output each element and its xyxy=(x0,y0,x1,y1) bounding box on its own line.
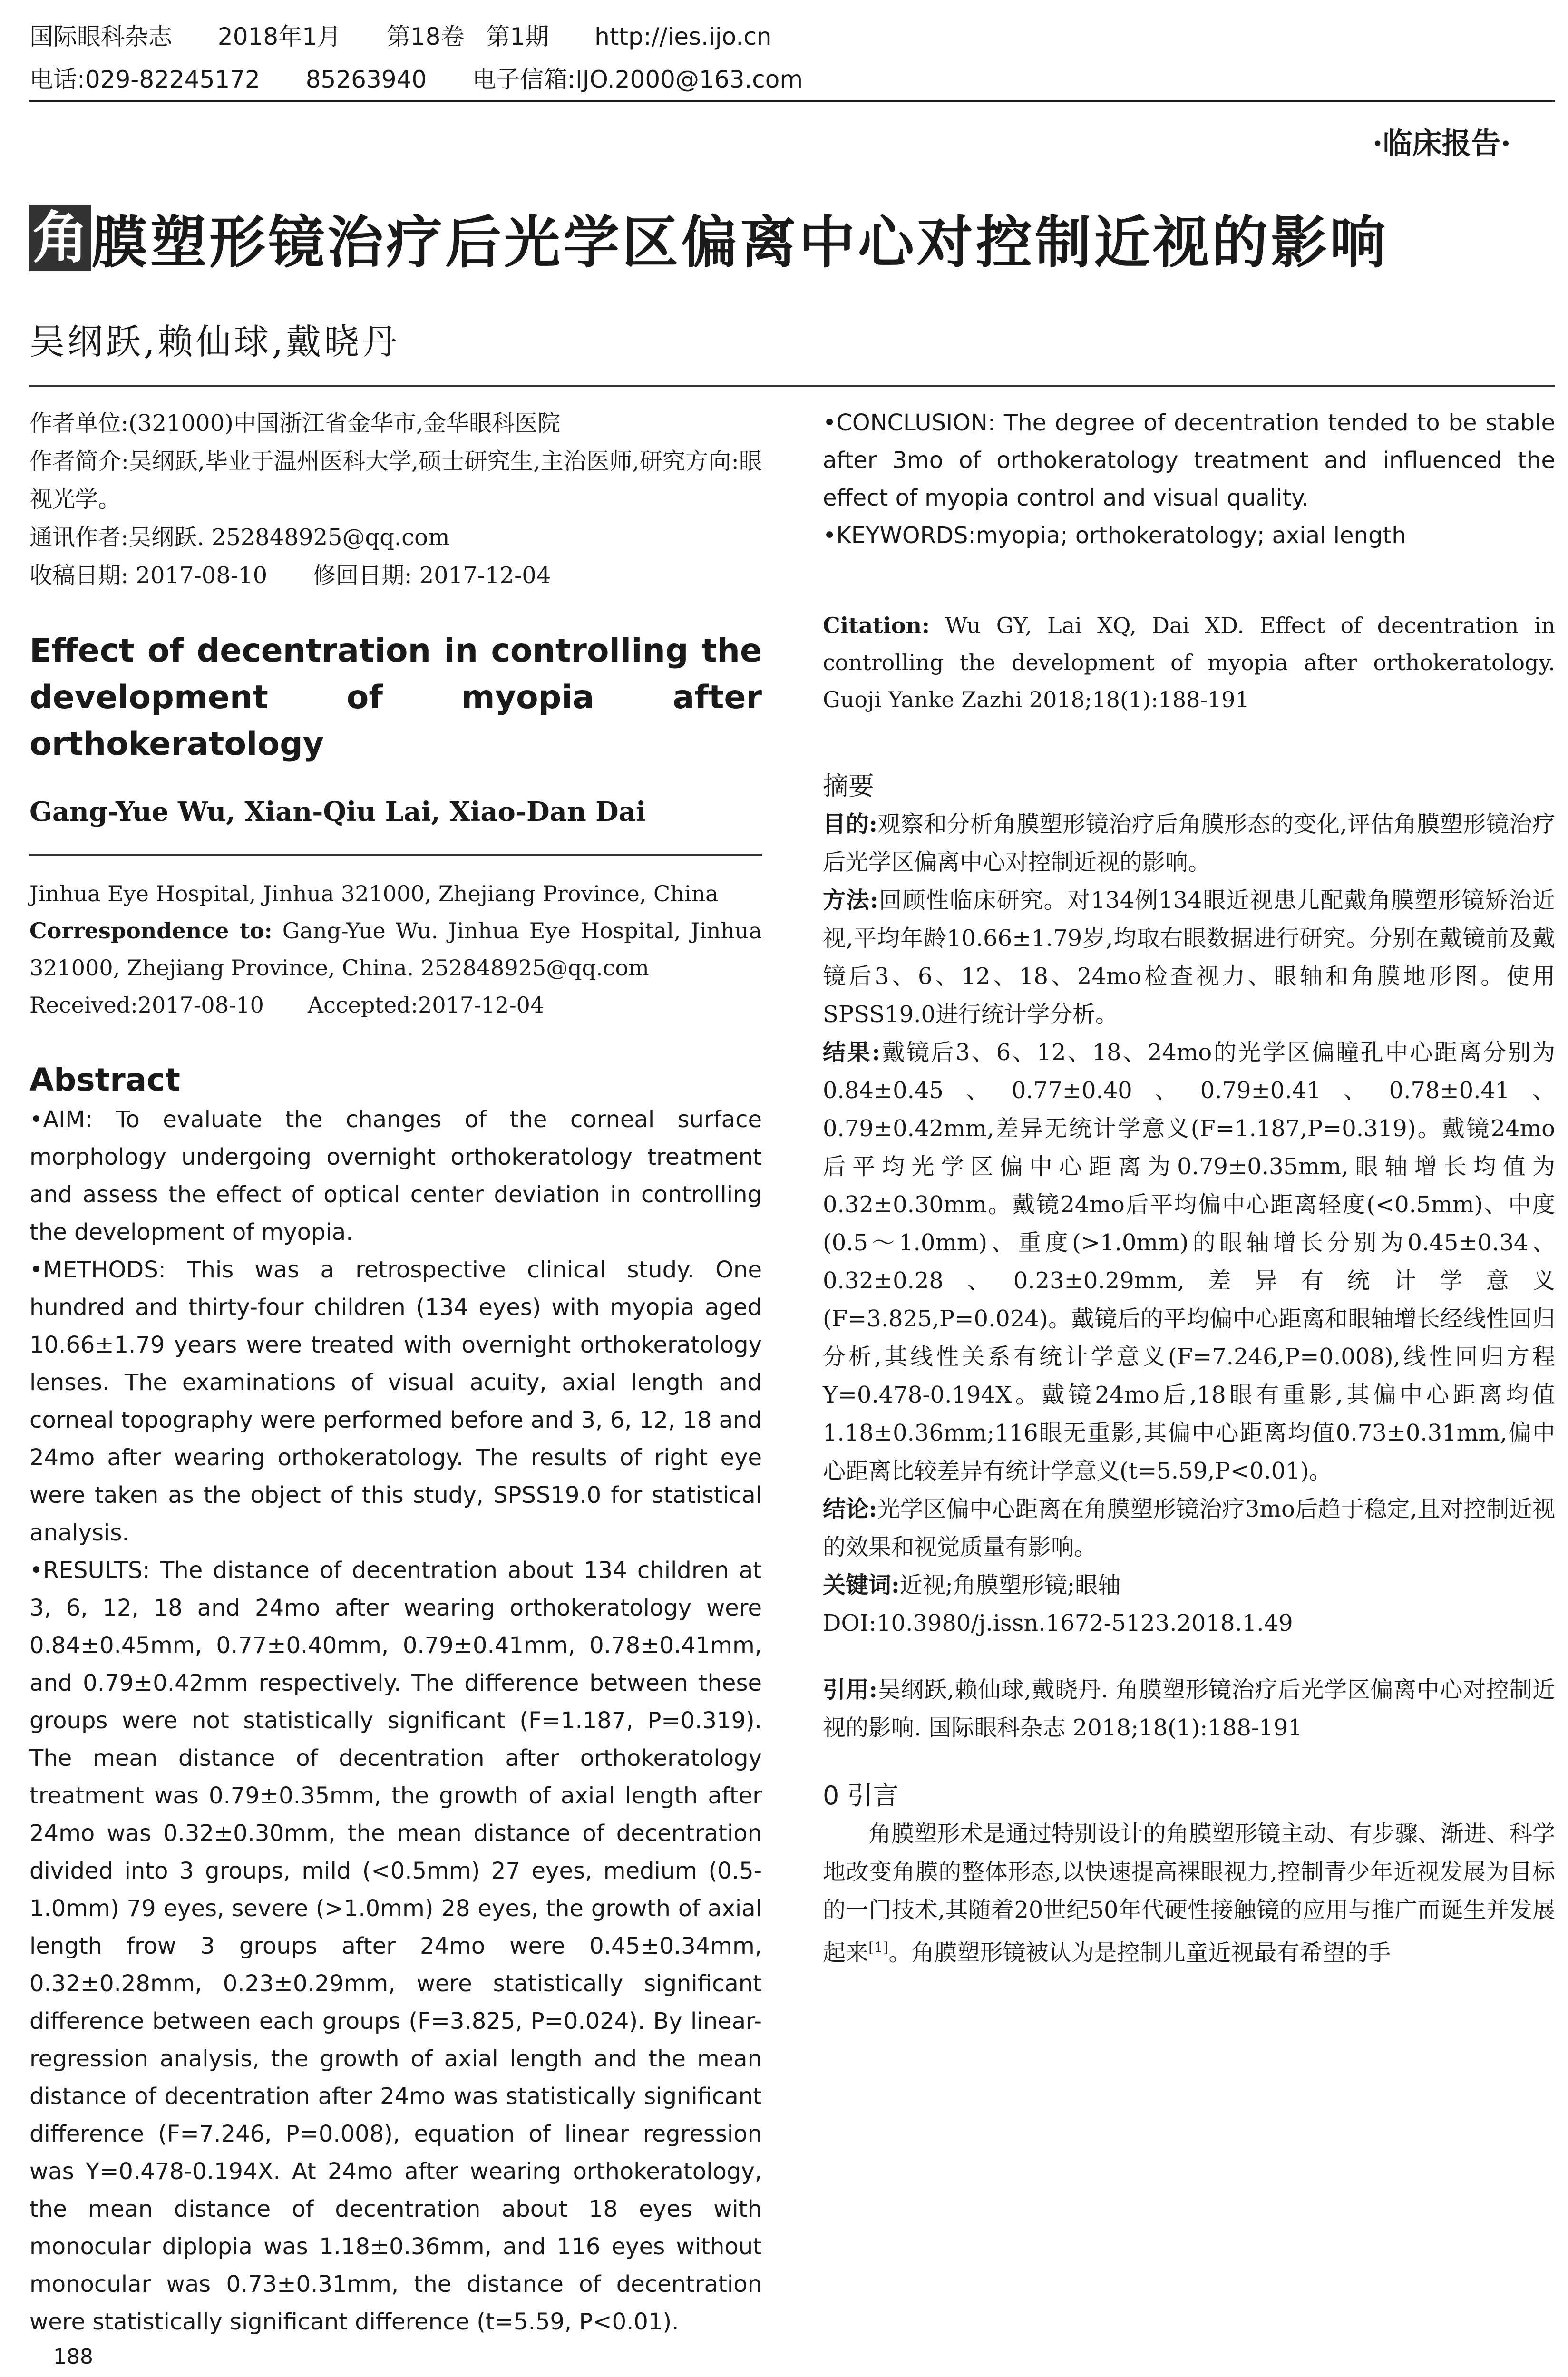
zh-abstract-heading: 摘要 xyxy=(823,771,874,801)
author-bio: 作者简介:吴纲跃,毕业于温州医科大学,硕士研究生,主治医师,研究方向:眼视光学。 xyxy=(29,448,762,513)
zh-methods xyxy=(823,881,1555,1033)
zh-aim-label: 目的: xyxy=(823,811,877,838)
intro-text: 角膜塑形术是通过特别设计的角膜塑形镜主动、有步骤、渐进、科学地改变角膜的整体形态,以快速提高裸眼视力,控制青少年近视发展为目标的一门技术,其随着20世纪50年代硬性接触镜的应用与推广而诞生并发展起来 xyxy=(823,1821,1555,1966)
zh-cite-label: 引用: xyxy=(823,1676,878,1703)
zh-conclusion-label: 结论: xyxy=(823,1496,877,1522)
volume: 第18卷 xyxy=(386,23,465,50)
abstract-methods: •METHODS: This was a retrospective clinical study. One hundred and thirty-four children (134 eyes) with myopia aged 10.66±1.79 years were treated with overnight orthokeratology lenses. The examinations of visual acuity, axial length and corneal topography were performed before and 3, 6, 12, 18 and 24mo after wearing orthokeratology. The results of right eye were taken as the object of this study, SPSS19.0 for statistical analysis. xyxy=(29,1257,762,1546)
phone: 电话:029-82245172 xyxy=(29,66,260,93)
en-dates: Received:2017-08-10 Accepted:2017-12-04 xyxy=(29,992,545,1018)
page-number: 188 xyxy=(53,2345,93,2369)
received-dates-cn: 收稿日期: 2017-08-10 修回日期: 2017-12-04 xyxy=(29,562,551,589)
en-authors-divider xyxy=(29,854,762,856)
running-header-line-2 xyxy=(29,64,841,95)
section-label: ·临床报告· xyxy=(1372,126,1511,161)
en-correspondence xyxy=(29,912,762,986)
correspondence-text: Gang-Yue Wu. Jinhua Eye Hospital, Jinhua 321000, Zhejiang Province, China. 252848925@qq.com xyxy=(29,918,762,981)
abstract-body-cont xyxy=(823,404,1555,555)
zh-conclusion xyxy=(823,1490,1555,1566)
journal-name: 国际眼科杂志 xyxy=(29,23,172,50)
author-unit: 作者单位:(321000)中国浙江省金华市,金华眼科医院 xyxy=(29,410,561,437)
zh-abstract-body xyxy=(823,805,1555,1642)
abstract-conclusion: •CONCLUSION: The degree of decentration tended to be stable after 3mo of orthokeratology treatment and influenced the effect of myopia control and visual quality. xyxy=(823,409,1555,511)
title-text: 膜塑形镜治疗后光学区偏离中心对控制近视的影响 xyxy=(91,209,1389,275)
zh-results xyxy=(823,1033,1555,1490)
en-affiliation: Jinhua Eye Hospital, Jinhua 321000, Zhejiang Province, China xyxy=(29,881,719,906)
zh-results-label: 结果: xyxy=(823,1039,880,1066)
zh-citation xyxy=(823,1671,1555,1747)
authors-divider xyxy=(29,385,1555,387)
intro-reference[interactable]: [1] xyxy=(868,1939,889,1956)
zh-conclusion-text: 光学区偏中心距离在角膜塑形镜治疗3mo后趋于稳定,且对控制近视的效果和视觉质量有影响。 xyxy=(823,1496,1555,1560)
corresponding-author: 通讯作者:吴纲跃. 252848925@qq.com xyxy=(29,524,450,551)
title-first-char: 角 xyxy=(29,205,91,271)
right-column xyxy=(823,404,1555,1972)
header-divider xyxy=(29,100,1555,102)
article-title xyxy=(29,200,1389,276)
issue-date: 2018年1月 xyxy=(217,23,341,50)
doi[interactable]: DOI:10.3980/j.issn.1672-5123.2018.1.49 xyxy=(823,1610,1293,1637)
zh-aim-text: 观察和分析角膜塑形镜治疗后角膜形态的变化,评估角膜塑形镜治疗后光学区偏离中心对控制近视的影响。 xyxy=(823,811,1555,876)
citation xyxy=(823,607,1555,718)
phone-2: 85263940 xyxy=(305,66,427,93)
intro-heading: 0 引言 xyxy=(823,1781,899,1811)
en-authors: Gang-Yue Wu, Xian-Qiu Lai, Xiao-Dan Dai xyxy=(29,796,646,828)
zh-keywords-label: 关键词: xyxy=(823,1572,900,1598)
zh-methods-text: 回顾性临床研究。对134例134眼近视患儿配戴角膜塑形镜矫治近视,平均年龄10.66±1.79岁,均取右眼数据进行研究。分别在戴镜前及戴镜后3、6、12、18、24mo检查视力、眼轴和角膜地形图。使用SPSS19.0进行统计学分析。 xyxy=(823,887,1555,1028)
abstract-aim: •AIM: To evaluate the changes of the corneal surface morphology undergoing overnight orthokeratology treatment and assess the effect of optical center deviation in controlling the development of myopia. xyxy=(29,1106,762,1246)
abstract-keywords: •KEYWORDS:myopia; orthokeratology; axial length xyxy=(823,522,1406,549)
zh-methods-label: 方法: xyxy=(823,887,878,914)
email[interactable]: 电子信箱:IJO.2000@163.com xyxy=(472,66,803,93)
running-header-line-1 xyxy=(29,21,809,52)
left-column xyxy=(29,404,762,2341)
zh-keywords-text: 近视;角膜塑形镜;眼轴 xyxy=(899,1572,1121,1598)
correspondence-label: Correspondence to: xyxy=(29,918,273,944)
abstract-body xyxy=(29,1101,762,2341)
zh-keywords xyxy=(823,1566,1555,1604)
en-title: Effect of decentration in controlling the development of myopia after orthokeratology xyxy=(29,632,762,763)
abstract-heading: Abstract xyxy=(29,1062,180,1098)
issue: 第1期 xyxy=(486,23,549,50)
en-affiliation-block xyxy=(29,875,762,1023)
zh-aim xyxy=(823,805,1555,881)
authors-cn: 吴纲跃,赖仙球,戴晓丹 xyxy=(29,321,400,362)
author-info xyxy=(29,404,762,594)
abstract-results: •RESULTS: The distance of decentration about 134 children at 3, 6, 12, 18 and 24mo after wearing orthokeratology were 0.84±0.45mm, 0.77±0.40mm, 0.79±0.41mm, 0.78±0.41mm, and 0.79±0.42mm respectively. The difference between these groups were not statistically significant (F=1.187, P=0.319). The mean distance of decentration after orthokeratology treatment was 0.79±0.35mm, the growth of axial length after 24mo was 0.32±0.30mm, the mean distance of decentration divided into 3 groups, mild (<0.5mm) 27 eyes, medium (0.5-1.0mm) 79 eyes, severe (>1.0mm) 28 eyes, the growth of axial length frow 3 groups after 24mo were 0.45±0.34mm, 0.32±0.28mm, 0.23±0.29mm, were statistically significant difference between each groups (F=3.825, P=0.024). By linear-regression analysis, the growth of axial length and the mean distance of decentration after 24mo was statistically significant difference (F=7.246, P=0.008), equation of linear regression was Y=0.478-0.194X. At 24mo after wearing orthokeratology, the mean distance of decentration about 18 eyes with monocular diplopia was 1.18±0.36mm, and 116 eyes without monocular was 0.73±0.31mm, the distance of decentration were statistically significant difference (t=5.59, P<0.01). xyxy=(29,1557,762,2335)
zh-results-text: 戴镜后3、6、12、18、24mo的光学区偏瞳孔中心距离分别为0.84±0.45、0.77±0.40、0.79±0.41、0.78±0.41、0.79±0.42mm,差异无统计学意义(F=1.187,P=0.319)。戴镜24mo后平均光学区偏中心距离为0.79±0.35mm,眼轴增长均值为0.32±0.30mm。戴镜24mo后平均偏中心距离轻度(<0.5mm)、中度(0.5～1.0mm)、重度(>1.0mm)的眼轴增长分别为0.45±0.34、0.32±0.28、0.23±0.29mm,差异有统计学意义(F=3.825,P=0.024)。戴镜后的平均偏中心距离和眼轴增长经线性回归分析,其线性关系有统计学意义(F=7.246,P=0.008),线性回归方程Y=0.478-0.194X。戴镜24mo后,18眼有重影,其偏中心距离均值1.18±0.36mm;116眼无重影,其偏中心距离均值0.73±0.31mm,偏中心距离比较差异有统计学意义(t=5.59,P<0.01)。 xyxy=(823,1039,1555,1484)
intro-text-2: 。角膜塑形镜被认为是控制儿童近视最有希望的手 xyxy=(888,1939,1391,1966)
zh-cite-text: 吴纲跃,赖仙球,戴晓丹. 角膜塑形镜治疗后光学区偏离中心对控制近视的影响. 国际眼科杂志 2018;18(1):188-191 xyxy=(823,1676,1555,1741)
citation-label: Citation: xyxy=(823,613,930,638)
journal-url[interactable]: http://ies.ijo.cn xyxy=(594,23,772,50)
citation-text: Wu GY, Lai XQ, Dai XD. Effect of decentration in controlling the development of myopia after orthokeratology. Guoji Yanke Zazhi 2018;18(1):188-191 xyxy=(823,613,1555,712)
intro-body xyxy=(823,1815,1555,1972)
